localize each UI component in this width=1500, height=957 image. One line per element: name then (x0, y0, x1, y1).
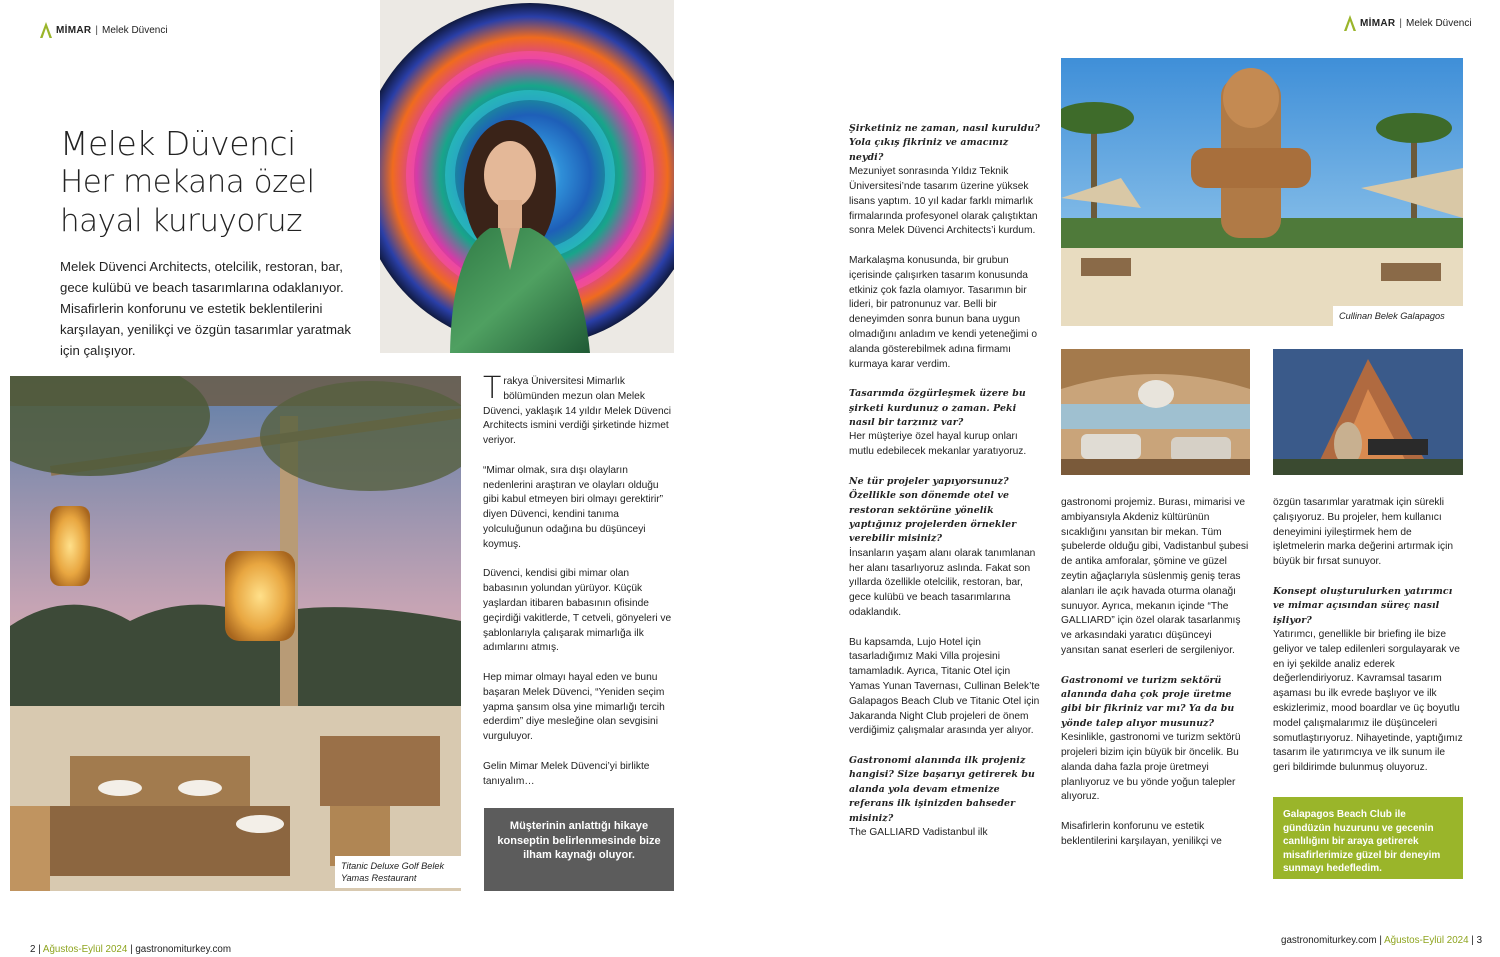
title-line-1: Melek Düvenci (60, 124, 296, 163)
drop-cap: T (483, 371, 502, 406)
question-2: Tasarımda özgürleşmek üzere bu şirketi kurdunuz o zaman. Peki nasıl bir tarzınız var? (849, 388, 1026, 428)
magazine-logo-icon (40, 22, 52, 38)
galapagos-photo (1061, 58, 1463, 326)
header-person: Melek Düvenci (102, 24, 168, 36)
footer-left: 2 | Ağustos-Eylül 2024 | gastronomiturkey.com (30, 944, 232, 955)
question-1: Şirketiniz ne zaman, nasıl kuruldu? Yola çıkış fikriniz ve amacınız neydi? (849, 123, 1040, 163)
website-left[interactable]: gastronomiturkey.com (135, 944, 232, 955)
pull-quote-box: Müşterinin anlattığı hikaye konseptin belirlenmesinde bize ilham kaynağı oluyor. (484, 808, 674, 891)
night-photo (1273, 349, 1463, 475)
portrait-photo (380, 0, 674, 353)
question-4: Gastronomi alanında ilk projeniz hangisi? Size başarıyı getirerek bu alanda yola devam etmenize referans ilk işinizden bahseder misiniz? (849, 754, 1035, 824)
title-line-3: hayal kuruyoruz (60, 203, 302, 239)
title-line-2: Her mekana özel (60, 164, 315, 200)
issue-date-right: Ağustos-Eylül 2024 (1384, 935, 1469, 946)
section-label: MİMAR (56, 24, 92, 36)
galapagos-caption: Cullinan Belek Galapagos (1333, 306, 1463, 326)
question-6: Konsept oluşturulurken yatırımcı ve mimar açısından süreç nasıl işliyor? (1273, 585, 1453, 626)
restaurant-caption: Titanic Deluxe Golf Belek Yamas Restaurant (335, 856, 461, 888)
lead-paragraph: Melek Düvenci Architects, otelcilik, restoran, bar, gece kulübü ve beach tasarımlarına odaklanıyor. Misafirlerin konforunu ve estetik beklentilerini karşılayan, yenilikçi ve özgün tasarımlar yaratmak için çalışıyor. (60, 259, 351, 358)
footer-right: gastronomiturkey.com | Ağustos-Eylül 2024 | 3 (1281, 935, 1483, 946)
website-right[interactable]: gastronomiturkey.com (1281, 935, 1377, 946)
issue-date-left: Ağustos-Eylül 2024 (42, 944, 128, 955)
body-column-3: gastronomi projemiz. Burası, mimarisi ve ambiyansıyla Akdeniz kültürünün sıcaklığını yansıtan bir mekan. Tüm şubelerde olduğu gibi, Vadistanbul şubesi de antika amforalar, şömine ve güzel zeytin ağaçlarıyla süslenmiş geniş teras alanları ile açık havada oturma olanağı sunuyor. Ayrıca, mekanın içinde “The GALLIARD” için özel olarak tasarlanmış ve arkasındaki yaratıcı düşünceyi yansıtan sanat eserleri de sergileniyor. Gastronomi ve turizm sektörü alanında daha çok proje üretme gibi bir fikriniz var mı? Ya da bu yönde talep alıyor musunuz? Kesinlikle, gastronomi ve turizm sektörü projeleri bizim için büyük bir öncelik. Bu alanda daha fazla proje üretmeyi planlıyoruz ve bu yönde yoğun talepler alıyoruz. Misafirlerin konforunu ve estetik beklentilerini karşılayan, yenilikçi ve (1061, 496, 1251, 864)
body-column-1: Trakya Üniversitesi Mimarlık bölümünden mezun olan Melek Düvenci, yaklaşık 14 yıldır Melek Düvenci Architects ismini verdiği şirketinde hizmet veriyor. “Mimar olmak, sıra dışı olayların nedenlerini araştıran ve olayları olduğu gibi kabul etmeyen biri olmayı gerektirir” diyen Düvenci, kendini tanıma yolculuğunun odağına bu düşünceyi koymuş. Düvenci, kendisi gibi mimar olan babasının yolundan yürüyor. Küçük yaşlardan itibaren babasının ofisinde geçirdiği vakitlerde, T cetveli, gönyeleri ve şablonlarıyla çalışarak mimarlığa ilk adımlarını atmış. Hep mimar olmayı hayal eden ve bunu başaran Melek Düvenci, “Yeniden seçim yapma şansım olsa yine mimarlığı tercih ederdim” diye mesleğine olan sevgisini vurguluyor. Gelin Mimar Melek Düvenci’yi birlikte tanıyalım… (483, 371, 672, 787)
header-left: MİMAR | Melek Düvenci (40, 22, 168, 38)
question-5: Gastronomi ve turizm sektörü alanında daha çok proje üretme gibi bir fikriniz var mı? Ya da bu yönde talep alıyor musunuz? (1061, 674, 1235, 729)
header-right: MİMAR | Melek Düvenci (1344, 15, 1472, 31)
magazine-logo-icon-right (1344, 15, 1356, 31)
question-3: Ne tür projeler yapıyorsunuz? Özellikle son dönemde otel ve restoran sektörüne yönelik yaptığınız projelerden örnekler verebilir misiniz? (849, 475, 1017, 545)
interior-photo (1061, 349, 1250, 475)
page-number-right: 3 (1476, 935, 1483, 946)
article-title (60, 124, 360, 241)
body-column-4: özgün tasarımlar yaratmak için sürekli çalışıyoruz. Bu projeler, hem kullanıcı deneyimini iyileştirmek hem de işletmelerin marka değerini artırmak için büyük bir fırsat sunuyor. Konsept oluşturulurken yatırımcı ve mimar açısından süreç nasıl işliyor? Yatırımcı, genellikle bir briefing ile bize geliyor ve talep edilenleri sorgulayarak ve en iyi şekilde analiz ederek değerlendiriyoruz. Kavramsal tasarım aşaması bu ilk evrede başlıyor ve ilk eskizlerimiz, mood boardlar ve üç boyutlu model çalışmalarımız ile düşünceleri somutlaştırıyoruz. Nihayetinde, yaptığımız tasarım ile yatırımcıya ve ilk sunum ile geri bildirimde bulunmuş oluyoruz. (1273, 497, 1463, 774)
page-number-left: 2 (30, 944, 36, 955)
restaurant-photo (10, 376, 461, 891)
body-column-2: Şirketiniz ne zaman, nasıl kuruldu? Yola çıkış fikriniz ve amacınız neydi? Mezuniyet sonrasında Yıldız Teknik Üniversitesi’nde tasarım üzerine yüksek lisans yaptım. 10 yıl kadar farklı mimarlık firmalarında profesyonel olarak çalıştıktan sonra Melek Düvenci Architects’i kurdum. Markalaşma konusunda, bir grubun içerisinde çalışırken tasarım konusunda etkiniz çok fazla olamıyor. Tasarımın bir lideri, bir patronunuz var. Belli bir deneyimden sonra bunun bana uygun olmadığını anladım ve kendi yeteneğimi o alanda gösterebilmek adına firmamı kurmaya karar verdim. Tasarımda özgürleşmek üzere bu şirketi kurdunuz o zaman. Peki nasıl bir tarzınız var? Her müşteriye özel hayal kurup onları mutlu edebilecek mekanlar yaratıyoruz. Ne tür projeler yapıyorsunuz? Özellikle son dönemde otel ve restoran sektörüne yönelik yaptığınız projelerden örnekler verebilir misiniz? İnsanların yaşam alanı olarak tanımlanan her alanı tasarlıyoruz aslında. Fakat son yıllarda özellikle otelcilik, restoran, bar, gece kulübü ve beach tasarımlarına odaklandık. Bu kapsamda, Lujo Hotel için tasarladığımız Maki Villa projesini tamamladık. Ayrıca, Titanic Otel için Yamas Yunan Tavernası, Cullinan Belek’te Galapagos Beach Club ve Titanic Otel için Jakaranda Night Club projeleri de önem verdiğimiz çalışmalar arasında yer alıyor. Gastronomi alanında ilk projeniz hangisi? Size başarıyı getirerek bu alanda yola devam etmenize referans ilk işinizden bahseder misiniz? The GALLIARD Vadistanbul ilk (849, 122, 1042, 856)
highlight-box: Galapagos Beach Club ile gündüzün huzurunu ve gecenin canlılığını bir araya getirerek misafirlerimize güzel bir deneyim sunmayı hedefledim. (1273, 797, 1463, 879)
